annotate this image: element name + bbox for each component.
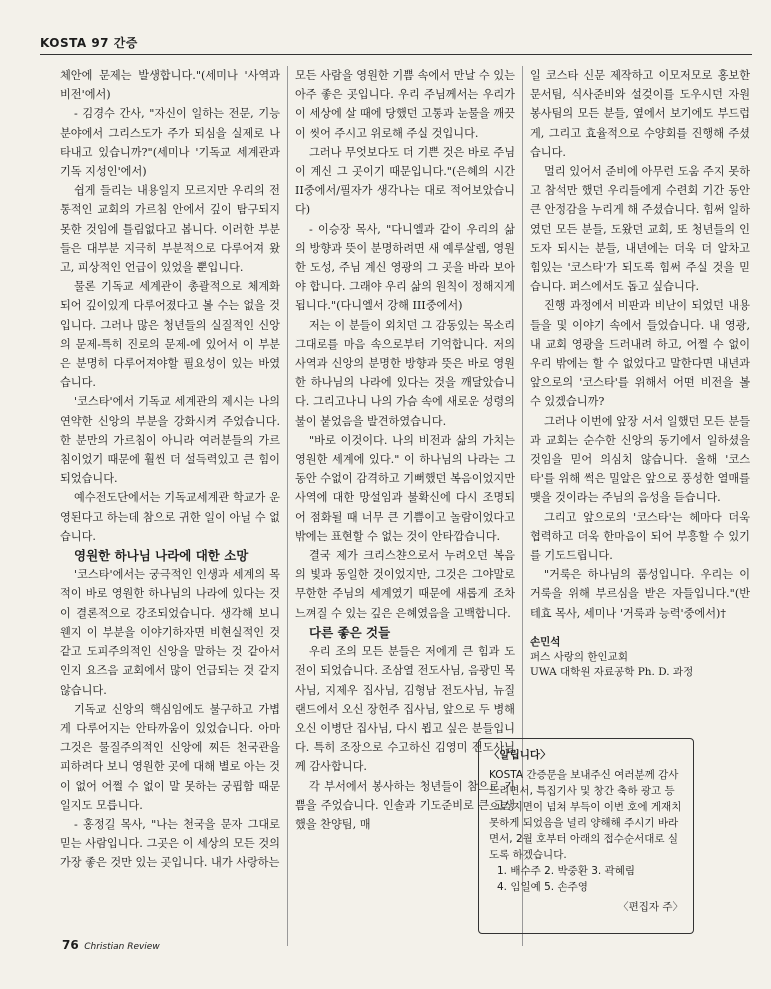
- paragraph: 일 코스타 신문 제작하고 이모저모로 홍보한 문서팀, 식사준비와 설겆이를 도우시던 자원 봉사팀의 모든 분들, 옆에서 보기에도 부드럽게, 그리고 효율적으로 수양회를 진행해 주셨습니다.: [530, 69, 750, 159]
- section-heading: 다른 좋은 것들: [309, 624, 391, 640]
- paragraph: - 홍정길 목사, "나는 천국을 문자 그대로 믿는 사람입니다. 그곳은 이 세상의 모든 것의 가장 좋은 것만 있는 곳입니다. 내가 사랑하는: [60, 817, 280, 870]
- paragraph: 기독교 신앙의 핵심임에도 불구하고 가볍게 다루어지는 안타까움이 있었습니다. 아마 그것은 물질주의적인 신앙에 찌든 천국관을 피하려다 보니 영원한 곳에 대해 별로 아는 것이 없어 어쩔 수 없이 말 못하는 궁핍함 때문일지도 모릅니다.: [60, 702, 280, 812]
- notice-list-line: 1. 배수주 2. 박중환 3. 곽혜림: [497, 865, 636, 877]
- header-title: KOSTA 97 간증: [40, 36, 138, 50]
- paragraph: 저는 이 분들이 외치던 그 감동있는 목소리 그대로를 마음 속으로부터 기억합니다. 저의 사역과 신앙의 분명한 방향과 뜻은 바로 영원한 하나님의 나라에 있다는 것을 깨달았습니다. 그리고나니 나의 가슴 속에 새로운 성령의 불이 붙었음을 발견하였습니다.: [295, 318, 515, 428]
- paragraph: - 김경수 간사, "자신이 일하는 전문, 기능 분야에서 그리스도가 주가 되심을 실제로 나타내고 있습니까?"(세미나 '기독교 세계관과 기독 지성인'에서): [60, 107, 280, 179]
- paragraph: 각 부서에서 봉사하는 청년들이 참으로 기쁨을 주었습니다. 인솔과 기도준비로 큰 고생했을 찬양팀, 매: [295, 779, 515, 831]
- editor-notice-box: [478, 738, 694, 934]
- running-header: [40, 34, 752, 55]
- paragraph: '코스타'에서 기독교 세계관의 제시는 나의 연약한 신앙의 부분을 강화시켜 주었습니다. 한 분만의 가르침이 아니라 여러분들의 가르침이었기 때문에 훨씬 더 설득력있고 큰 힘이 되었습니다.: [60, 395, 280, 486]
- paragraph: 쉽게 들리는 내용일지 모르지만 우리의 전통적인 교회의 가르침 안에서 깊이 탐구되지 못한 것임에 틀림없다고 봅니다. 이러한 부분들은 대부분 지극히 부분적으로 다루어져 왔고, 피상적인 언급이 있었을 뿐입니다.: [60, 184, 280, 275]
- paragraph: '코스타'에서는 궁극적인 인생과 세계의 목적이 바로 영원한 하나님의 나라에 있다는 것이 결론적으로 강조되었습니다. 생각해 보니 웬지 이 부분을 이야기하자면 비현실적인 것같고 도피주의적인 신앙을 말하는 것 같아서인지 요즈음 교회에서 많이 언급되는 것 같지 않습니다.: [60, 568, 280, 697]
- paragraph: 물론 기독교 세계관이 총괄적으로 체계화되어 깊이있게 다루어졌다고 볼 수는 없을 것입니다. 그러나 많은 청년들의 실질적인 신앙의 문제-특히 진로의 문제-에 있어서 이 부분은 분명히 다루어져야할 필요성이 있는 바였습니다.: [60, 280, 280, 390]
- author-name: 손민석: [530, 635, 561, 648]
- author-church: 퍼스 사랑의 한인교회: [530, 650, 628, 663]
- paragraph: 모든 사람을 영원한 기쁨 속에서 만날 수 있는 아주 좋은 곳입니다. 우리 주님께서는 우리가 이 세상에 살 때에 당했던 고통과 눈물을 깨끗이 씻어 주시고 위로해 주실 것입니다.: [295, 69, 515, 140]
- paragraph: 결국 제가 크리스챤으로서 누려오던 복음의 빛과 동일한 것이었지만, 그것은 그야말로 무한한 주님의 세계였기 때문에 새롭게 조차 느껴질 수 있는 깊은 은혜였음을 고백합니다.: [295, 549, 515, 620]
- notice-body: KOSTA 간증문을 보내주신 여러분께 감사드리면서, 특집기사 및 창간 축하 광고 등으로 지면이 넘쳐 부득이 이번 호에 게재치 못하게 되었음을 널리 양해해 주시기 바라면서, 2월 호부터 아래의 접수순서대로 실도록 하겠습니다.: [489, 769, 682, 861]
- notice-list-line: 4. 임일예 5. 손주영: [497, 881, 588, 893]
- paragraph: 멀리 있어서 준비에 아무런 도움 주지 못하고 참석만 했던 우리들에게 수련회 기간 동안 큰 안정감을 누리게 해 주셨습니다. 힘써 일하였던 모든 분들, 도왔던 교회, 또 청년들의 인도자 되시는 분들, 내년에는 더욱 더 알차고 힘있는 '코스타'가 되도록 힘써 주실 것을 믿습니다. 퍼스에서도 돕고 싶습니다.: [530, 165, 750, 294]
- author-school: UWA 대학원 자료공학 Ph. D. 과정: [530, 665, 694, 678]
- page-number: 76: [62, 938, 79, 952]
- author-byline: [530, 635, 750, 680]
- paragraph: 예수전도단에서는 기독교세계관 학교가 운영된다고 하는데 참으로 귀한 일이 아닐 수 없습니다.: [60, 491, 280, 543]
- section-heading: 영원한 하나님 나라에 대한 소망: [74, 548, 249, 564]
- paragraph: - 이승장 목사, "다니엘과 같이 우리의 삶의 방향과 뜻이 분명하려면 새 예루살렘, 영원한 도성, 주님 계신 영광의 그 곳을 바라 보아야 합니다. 그래야 우리 삶의 원칙이 정해지게 됩니다."(다니엘서 강해 III중에서): [295, 222, 515, 313]
- paragraph: 진행 과정에서 비판과 비난이 되었던 내용들을 및 이야기 속에서 들었습니다. 내 영광, 내 교회 영광을 드러내려 하고, 어쩔 수 없이 우리 밖에는 할 수 없었다고 말한다면 내년과 앞으로의 '코스타'를 위해서 어떤 비전을 볼 수 있겠습니까?: [530, 299, 750, 409]
- paragraph: "바로 이것이다. 나의 비전과 삶의 가치는 영원한 세계에 있다." 이 하나님의 나라는 그동안 수없이 감격하고 기뻐했던 복음이었지만 사역에 대한 망설임과 불확신에 다시 조명되어 점화될 때 너무 큰 기쁨이고 놀람이었다고밖에는 표현할 수 없는 것이 안타깝습니다.: [295, 433, 515, 543]
- paragraph: 그러나 이번에 앞장 서서 일했던 모든 분들과 교회는 순수한 신앙의 동기에서 일하셨을 것임을 믿어 의심치 않습니다. 올해 '코스타'를 위해 썩은 밀알은 앞으로 풍성한 열매를 맺을 것이라는 주님의 음성을 듣습니다.: [530, 414, 750, 505]
- paragraph: 체안에 문제는 발생합니다."(세미나 '사역과 비전'에서): [60, 69, 280, 102]
- paragraph: 우리 조의 모든 분들은 저에게 큰 힘과 도전이 되었습니다. 조삼열 전도사님, 음광민 목사님, 지제우 집사님, 김형남 전도사님, 뉴질랜드에서 오신 장헌주 집사님, 앞으로 두 병해 오신 이병단 집사님, 다시 뵙고 싶은 분들입니다. 특히 조장으로 수고하신 김영미 전도사님께 감사합니다.: [295, 645, 515, 774]
- notice-title: 〈알립니다〉: [489, 749, 551, 761]
- column-divider: [287, 66, 288, 946]
- page-footer: [62, 938, 160, 952]
- column-1: [60, 66, 280, 946]
- paragraph: 그리고 앞으로의 '코스타'는 헤마다 더욱 협력하고 더욱 한마음이 되어 부흥할 수 있기를 기도드립니다.: [530, 510, 750, 563]
- paragraph: 그러나 무엇보다도 더 기쁜 것은 바로 주님이 계신 그 곳이기 때문입니다."(은혜의 시간 II중에서/필자가 생각나는 대로 적어보았습니다): [295, 145, 515, 217]
- magazine-name: Christian Review: [84, 942, 160, 952]
- paragraph: "거룩은 하나님의 품성입니다. 우리는 이 거룩을 위해 부르심을 받은 자들입니다."(반테효 목사, 세미나 '거룩과 능력'중에서)†: [530, 568, 750, 620]
- notice-signature: 〈편집자 주〉: [618, 901, 683, 913]
